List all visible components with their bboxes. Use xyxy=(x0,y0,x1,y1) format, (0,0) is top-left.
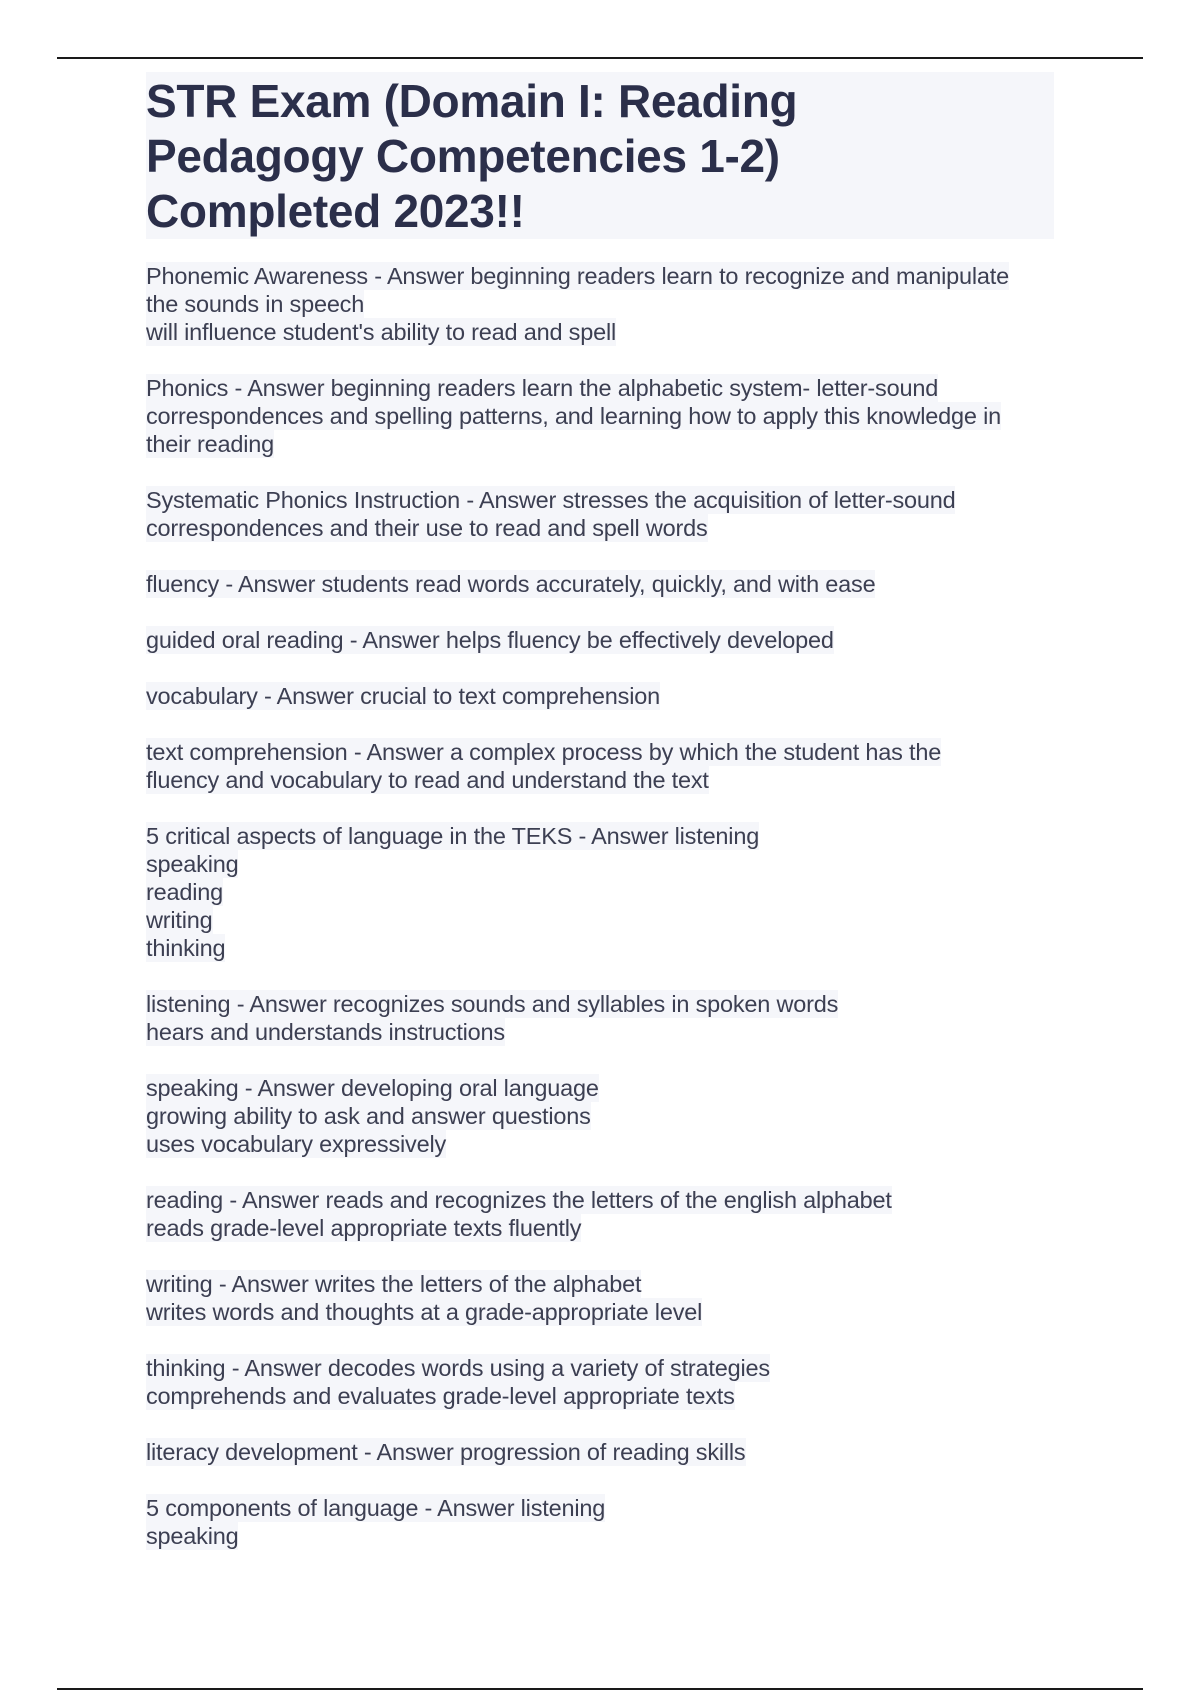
qa-line: text comprehension - Answer a complex process by which the student has the xyxy=(146,739,942,765)
qa-list xyxy=(146,262,1066,1578)
qa-line: will influence student's ability to read and spell xyxy=(146,319,616,345)
page-title xyxy=(146,72,1054,239)
qa-line: vocabulary - Answer crucial to text comprehension xyxy=(146,683,660,709)
qa-item xyxy=(146,1354,1066,1410)
qa-line: writing - Answer writes the letters of the alphabet xyxy=(146,1271,642,1297)
qa-line: Systematic Phonics Instruction - Answer stresses the acquisition of letter-sound xyxy=(146,487,956,513)
qa-item xyxy=(146,1438,1066,1466)
title-line: STR Exam (Domain I: Reading xyxy=(146,75,798,127)
qa-line: fluency and vocabulary to read and understand the text xyxy=(146,767,709,793)
qa-line: speaking - Answer developing oral language xyxy=(146,1075,599,1101)
qa-item xyxy=(146,570,1066,598)
qa-line: reading xyxy=(146,879,223,905)
qa-line: their reading xyxy=(146,431,275,457)
qa-line: Phonemic Awareness - Answer beginning readers learn to recognize and manipulate xyxy=(146,263,1009,289)
qa-line: correspondences and spelling patterns, and learning how to apply this knowledge in xyxy=(146,403,1001,429)
qa-item xyxy=(146,1074,1066,1158)
qa-line: 5 critical aspects of language in the TEKS - Answer listening xyxy=(146,823,760,849)
qa-line: uses vocabulary expressively xyxy=(146,1131,447,1157)
qa-line: thinking xyxy=(146,935,226,961)
qa-line: comprehends and evaluates grade-level appropriate texts xyxy=(146,1383,735,1409)
qa-item xyxy=(146,1186,1066,1242)
qa-line: Phonics - Answer beginning readers learn the alphabetic system- letter-sound xyxy=(146,375,939,401)
qa-line: the sounds in speech xyxy=(146,291,365,317)
qa-item xyxy=(146,374,1066,458)
qa-item xyxy=(146,626,1066,654)
qa-item xyxy=(146,682,1066,710)
qa-line: reading - Answer reads and recognizes the letters of the english alphabet xyxy=(146,1187,892,1213)
qa-line: speaking xyxy=(146,1523,239,1549)
bottom-rule xyxy=(57,1688,1143,1690)
title-line: Pedagogy Competencies 1-2) xyxy=(146,130,780,182)
qa-line: 5 components of language - Answer listening xyxy=(146,1495,606,1521)
title-box xyxy=(146,72,1054,239)
qa-line: literacy development - Answer progression of reading skills xyxy=(146,1439,746,1465)
title-line: Completed 2023!! xyxy=(146,185,525,237)
top-rule xyxy=(57,57,1143,59)
qa-item xyxy=(146,1494,1066,1550)
qa-line: listening - Answer recognizes sounds and syllables in spoken words xyxy=(146,991,839,1017)
qa-line: fluency - Answer students read words accurately, quickly, and with ease xyxy=(146,571,876,597)
qa-item xyxy=(146,486,1066,542)
qa-line: writes words and thoughts at a grade-appropriate level xyxy=(146,1299,703,1325)
qa-line: reads grade-level appropriate texts fluently xyxy=(146,1215,582,1241)
qa-line: correspondences and their use to read and spell words xyxy=(146,515,708,541)
qa-item xyxy=(146,1270,1066,1326)
qa-item xyxy=(146,738,1066,794)
qa-line: thinking - Answer decodes words using a variety of strategies xyxy=(146,1355,770,1381)
qa-line: guided oral reading - Answer helps fluency be effectively developed xyxy=(146,627,834,653)
qa-line: hears and understands instructions xyxy=(146,1019,505,1045)
qa-item xyxy=(146,822,1066,962)
qa-item xyxy=(146,262,1066,346)
qa-line: growing ability to ask and answer questions xyxy=(146,1103,591,1129)
qa-line: writing xyxy=(146,907,213,933)
qa-item xyxy=(146,990,1066,1046)
qa-line: speaking xyxy=(146,851,239,877)
